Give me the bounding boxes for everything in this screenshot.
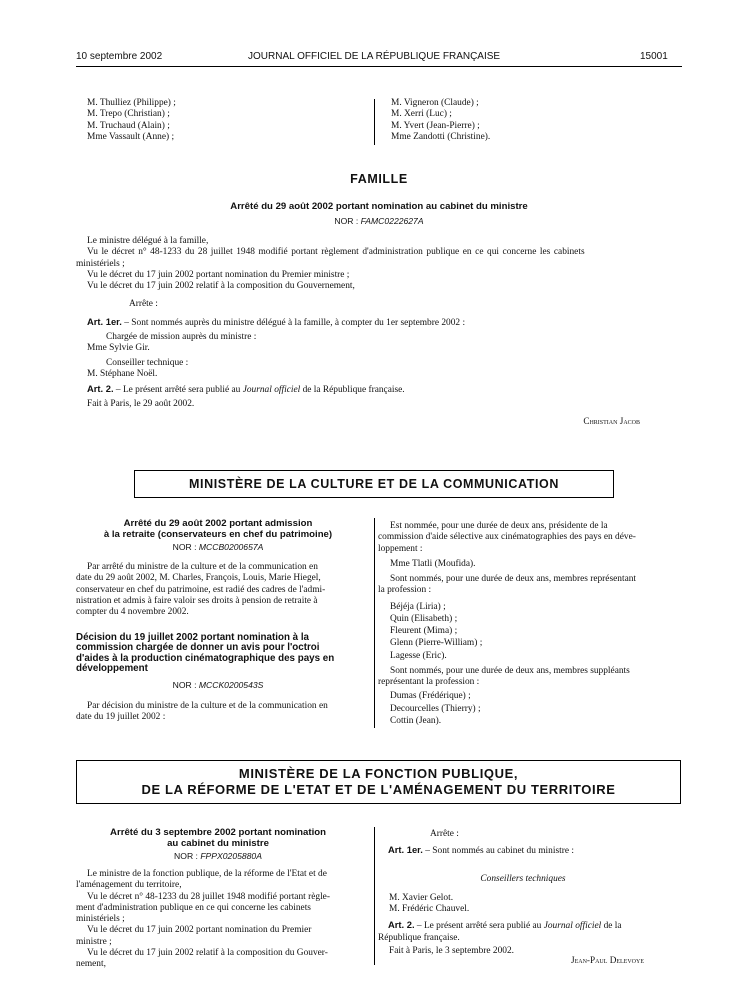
culture-left-column: [76, 518, 360, 723]
article-2-cont: République française.: [378, 932, 460, 943]
role-conseillers-techniques: Conseillers techniques: [480, 873, 566, 884]
nor-reference-retraite: NOR : MCCB0200657A: [172, 542, 264, 552]
body-line: Sont nommés, pour une durée de deux ans, membres représentant: [390, 574, 637, 585]
list-item: Dumas (Frédérique) ;: [390, 691, 471, 702]
body-line: Vu le décret du 17 juin 2002 relatif à la composition du Gouver-: [87, 948, 328, 959]
fonction-left-column: [76, 828, 360, 971]
list-item: M. Trepo (Christian) ;: [87, 109, 170, 120]
article-1: Art. 1er. – Sont nommés auprès du ministre délégué à la famille, à compter du 1er septembre 2002 :: [87, 315, 466, 328]
nor-code: FAMC0222627A: [360, 216, 424, 226]
person-name: Mme Sylvie Gir.: [87, 343, 150, 354]
fonction-right-column: [378, 829, 668, 957]
body-line: date du 29 août 2002, M. Charles, François, Louis, Marie Hiegel,: [76, 573, 321, 584]
top-names-right: [391, 98, 490, 143]
arrete-word: Arrête :: [430, 829, 459, 839]
nor-reference-fonction: NOR : FPPX0205880A: [174, 851, 262, 861]
body-line: la profession :: [378, 585, 432, 596]
header-page-number: 15001: [640, 51, 668, 62]
body-line: Vu le décret n° 48-1233 du 28 juillet 1948 modifié portant règle-: [87, 891, 330, 902]
list-item: Mme Zandotti (Christine).: [391, 131, 491, 142]
famille-body: [76, 236, 680, 410]
intro: Le ministre délégué à la famille,: [87, 236, 209, 246]
body-line: Par décision du ministre de la culture et de la communication en: [87, 701, 328, 711]
list-item: M. Truchaud (Alain) ;: [87, 120, 170, 131]
body-line: Le ministre de la fonction publique, de la réforme de l'Etat et de: [87, 869, 327, 879]
nor-label: NOR :: [334, 216, 359, 226]
role-conseiller: Conseiller technique :: [106, 357, 189, 368]
signature-fonction: Jean-Paul Delevoye: [571, 955, 644, 965]
person-name: M. Frédéric Chauvel.: [389, 904, 470, 915]
article-label: Art. 1er.: [87, 315, 122, 327]
header-journal-title: JOURNAL OFFICIEL DE LA RÉPUBLIQUE FRANÇAISE: [248, 51, 501, 62]
body-line: nistration et admis à faire valoir ses droits à pension de retraite à: [76, 595, 318, 606]
header-date: 10 septembre 2002: [76, 51, 163, 62]
body-line: Par arrêté du ministre de la culture et de la communication en: [87, 562, 318, 572]
body-line: l'aménagement du territoire,: [76, 880, 182, 891]
role-chargee-mission: Chargée de mission auprès du ministre :: [106, 332, 257, 343]
body-line: commission d'aide sélective aux cinématographies des pays en déve-: [378, 532, 636, 543]
body-line: ment d'administration publique en ce qui concerne les cabinets: [76, 902, 311, 913]
article-label: Art. 2.: [388, 919, 415, 931]
signature-famille: Christian Jacob: [583, 416, 640, 426]
list-item: M. Thulliez (Philippe) ;: [87, 98, 176, 108]
arrete-title-fonction: Arrêté du 3 septembre 2002 portant nomination au cabinet du ministre: [110, 827, 326, 849]
list-item: M. Xerri (Luc) ;: [391, 109, 452, 120]
section-box-culture: [134, 470, 614, 498]
article-label: Art. 2.: [87, 383, 114, 395]
article-label: Art. 1er.: [388, 844, 423, 856]
nor-reference-decision: NOR : MCCK0200543S: [172, 680, 264, 690]
list-item: M. Yvert (Jean-Pierre) ;: [391, 120, 480, 131]
list-item: M. Vigneron (Claude) ;: [391, 98, 479, 108]
visa-1: Vu le décret n° 48-1233 du 28 juillet 1948 modifié portant règlement d'administration publique en ce qui concerne les cabinets: [87, 247, 585, 258]
body-line: conservateur en chef du patrimoine, est radié des cadres de l'admi-: [76, 584, 326, 595]
fait-a: Fait à Paris, le 3 septembre 2002.: [389, 946, 514, 957]
section-title-culture: MINISTÈRE DE LA CULTURE ET DE LA COMMUNICATION: [189, 477, 559, 491]
list-item: Lagesse (Eric).: [390, 650, 447, 661]
body-line: Vu le décret du 17 juin 2002 portant nomination du Premier: [87, 925, 312, 936]
nor-reference-famille: [76, 216, 682, 226]
arrete-body-retraite: [76, 562, 360, 618]
body-line: date du 19 juillet 2002 :: [76, 712, 166, 723]
header-rule: [76, 66, 682, 67]
article-1: Art. 1er. – Sont nommés au cabinet du ministre :: [388, 844, 574, 857]
arrete-body-fonction: [76, 869, 360, 971]
visa-1-cont: ministériels ;: [76, 258, 125, 269]
substitutes-list: [378, 690, 668, 727]
top-names-left: [87, 98, 176, 143]
list-item: Fleurent (Mima) ;: [390, 626, 458, 637]
list-item: Glenn (Pierre-William) ;: [390, 638, 483, 649]
column-divider: [374, 99, 375, 145]
list-item: Béjéja (Liria) ;: [390, 601, 446, 612]
body-line: Est nommée, pour une durée de deux ans, présidente de la: [390, 521, 608, 531]
decision-body: [76, 701, 360, 724]
fait-a: Fait à Paris, le 29 août 2002.: [87, 398, 195, 409]
president-name: Mme Tlatli (Moufida).: [390, 558, 476, 569]
decision-title: Décision du 19 juillet 2002 portant nomination à la commission chargée de donner un avis pour l'octroi d'aides à la production cinématographique des pays en développement: [76, 632, 335, 675]
arrete-title-retraite: Arrêté du 29 août 2002 portant admission à la retraite (conservateurs en chef du patrimoine): [103, 518, 333, 540]
section-box-fonction-publique: [76, 760, 681, 804]
body-line: représentant la profession :: [378, 677, 480, 688]
body-line: ministériels ;: [76, 914, 125, 925]
body-line: nement,: [76, 959, 106, 970]
column-divider: [374, 518, 375, 728]
body-line: Sont nommés, pour une durée de deux ans, membres suppléants: [390, 665, 630, 676]
list-item: Quin (Elisabeth) ;: [390, 613, 458, 624]
body-line: ministre ;: [76, 936, 112, 947]
article-2: Art. 2. – Le présent arrêté sera publié au Journal officiel de la: [388, 919, 622, 932]
article-2: Art. 2. – Le présent arrêté sera publié au Journal officiel de la République française.: [87, 383, 405, 396]
visa-3: Vu le décret du 17 juin 2002 relatif à la composition du Gouvernement,: [87, 281, 355, 292]
person-name: M. Stéphane Noël.: [87, 368, 158, 379]
column-divider: [374, 827, 375, 965]
list-item: Mme Vassault (Anne) ;: [87, 131, 175, 142]
body-line: loppement :: [378, 543, 423, 554]
members-list: [378, 601, 668, 662]
body-line: compter du 4 novembre 2002.: [76, 607, 189, 618]
culture-right-column: [378, 521, 668, 727]
visa-2: Vu le décret du 17 juin 2002 portant nomination du Premier ministre ;: [87, 269, 350, 280]
section-title-famille: FAMILLE: [350, 172, 408, 186]
list-item: Decourcelles (Thierry) ;: [390, 703, 481, 714]
arrete-title-famille: Arrêté du 29 août 2002 portant nomination au cabinet du ministre: [230, 201, 528, 212]
arrete-word: Arrête :: [129, 299, 158, 310]
list-item: Cottin (Jean).: [390, 715, 442, 726]
section-title-fonction-publique: MINISTÈRE DE LA FONCTION PUBLIQUE, DE LA RÉFORME DE L'ETAT ET DE L'AMÉNAGEMENT DU TERRITOIRE: [141, 766, 616, 797]
person-name: M. Xavier Gelot.: [389, 892, 454, 903]
